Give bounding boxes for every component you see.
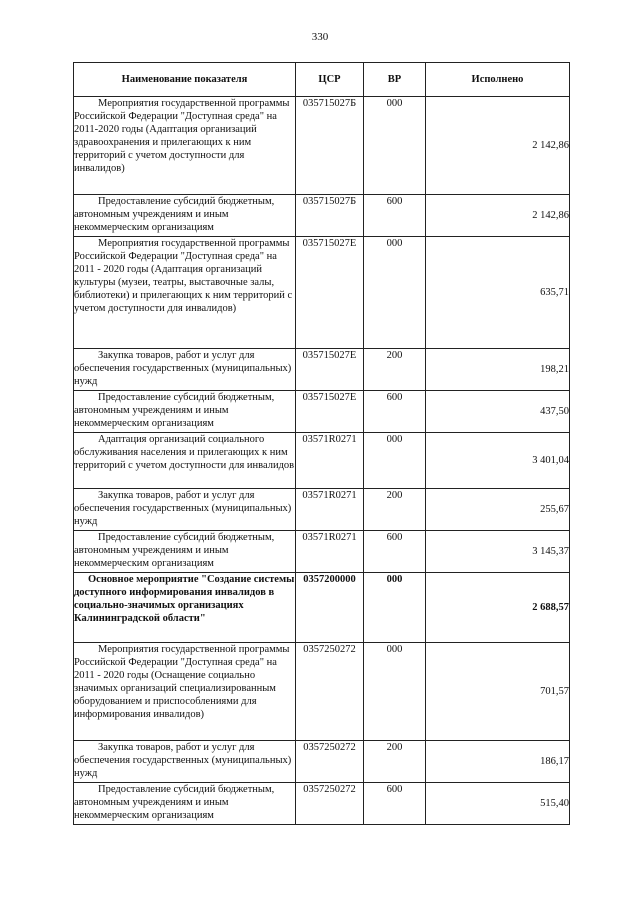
row-vr: 000	[364, 433, 426, 489]
row-name: Закупка товаров, работ и услуг для обеспечения государственных (муниципальных) нужд	[74, 490, 292, 527]
header-vr: ВР	[364, 63, 426, 97]
row-vr: 600	[364, 391, 426, 433]
row-vr: 000	[364, 237, 426, 349]
row-executed: 635,71	[426, 237, 570, 349]
table-row	[74, 195, 570, 237]
row-csr: 03571R0271	[296, 531, 364, 573]
row-vr: 000	[364, 573, 426, 643]
row-name: Закупка товаров, работ и услуг для обеспечения государственных (муниципальных) нужд	[74, 350, 292, 387]
row-executed: 2 142,86	[426, 195, 570, 237]
row-csr: 0357250272	[296, 783, 364, 825]
row-vr: 000	[364, 97, 426, 195]
row-executed: 701,57	[426, 643, 570, 741]
table-row	[74, 741, 570, 783]
row-executed: 198,21	[426, 349, 570, 391]
row-csr: 0357250272	[296, 643, 364, 741]
row-csr: 0357250272	[296, 741, 364, 783]
row-executed: 3 401,04	[426, 433, 570, 489]
table-row	[74, 531, 570, 573]
row-vr: 200	[364, 349, 426, 391]
header-executed: Исполнено	[426, 63, 570, 97]
row-csr: 03571R0271	[296, 433, 364, 489]
row-name: Мероприятия государственной программы Российской Федерации "Доступная среда" на 2011 - 2020 годы (Оснащение социально значимых организаций специализированным оборудованием и приспособлениями для информирования инвалидов)	[74, 644, 290, 720]
row-name: Предоставление субсидий бюджетным, автономным учреждениям и иным некоммерческим организациям	[74, 784, 275, 821]
row-name: Предоставление субсидий бюджетным, автономным учреждениям и иным некоммерческим организациям	[74, 392, 275, 429]
row-vr: 200	[364, 489, 426, 531]
table-row	[74, 783, 570, 825]
row-executed: 515,40	[426, 783, 570, 825]
row-vr: 600	[364, 531, 426, 573]
row-csr: 035715027Б	[296, 97, 364, 195]
row-executed: 2 142,86	[426, 97, 570, 195]
row-name: Адаптация организаций социального обслуживания населения и прилегающих к ним территорий с учетом доступности для инвалидов	[74, 434, 295, 471]
row-executed: 186,17	[426, 741, 570, 783]
row-vr: 000	[364, 643, 426, 741]
row-name: Закупка товаров, работ и услуг для обеспечения государственных (муниципальных) нужд	[74, 742, 292, 779]
row-executed: 2 688,57	[426, 573, 570, 643]
table-row	[74, 489, 570, 531]
row-name: Предоставление субсидий бюджетным, автономным учреждениям и иным некоммерческим организациям	[74, 196, 275, 233]
table-row	[74, 433, 570, 489]
row-executed: 255,67	[426, 489, 570, 531]
row-csr: 0357200000	[296, 573, 364, 643]
table-row	[74, 237, 570, 349]
header-name: Наименование показателя	[74, 63, 296, 97]
row-name: Предоставление субсидий бюджетным, автономным учреждениям и иным некоммерческим организациям	[74, 532, 275, 569]
row-name: Основное мероприятие "Создание системы доступного информирования инвалидов в социально-значимых организациях Калининградской области"	[74, 574, 295, 624]
row-csr: 03571R0271	[296, 489, 364, 531]
table-row	[74, 643, 570, 741]
table-row	[74, 349, 570, 391]
row-vr: 600	[364, 783, 426, 825]
budget-execution-table	[73, 62, 570, 825]
row-vr: 200	[364, 741, 426, 783]
table-row	[74, 573, 570, 643]
page-number: 330	[311, 31, 329, 43]
row-csr: 035715027Е	[296, 391, 364, 433]
row-csr: 035715027Б	[296, 195, 364, 237]
row-csr: 035715027Е	[296, 237, 364, 349]
row-vr: 600	[364, 195, 426, 237]
row-executed: 3 145,37	[426, 531, 570, 573]
header-csr: ЦСР	[296, 63, 364, 97]
row-name: Мероприятия государственной программы Российской Федерации "Доступная среда" на 2011-2020 годы (Адаптация организаций здравоохранения и прилегающих к ним территорий с учетом доступности для инвалидов)	[74, 98, 290, 174]
table-header-row	[74, 63, 570, 97]
row-csr: 035715027Е	[296, 349, 364, 391]
row-name: Мероприятия государственной программы Российской Федерации "Доступная среда" на 2011 - 2020 годы (Адаптация организаций культуры (музеи, театры, выставочные залы, библиотеки) и прилегающих к ним территорий с учетом доступности для инвалидов)	[74, 238, 293, 314]
table-row	[74, 391, 570, 433]
row-executed: 437,50	[426, 391, 570, 433]
table-row	[74, 97, 570, 195]
